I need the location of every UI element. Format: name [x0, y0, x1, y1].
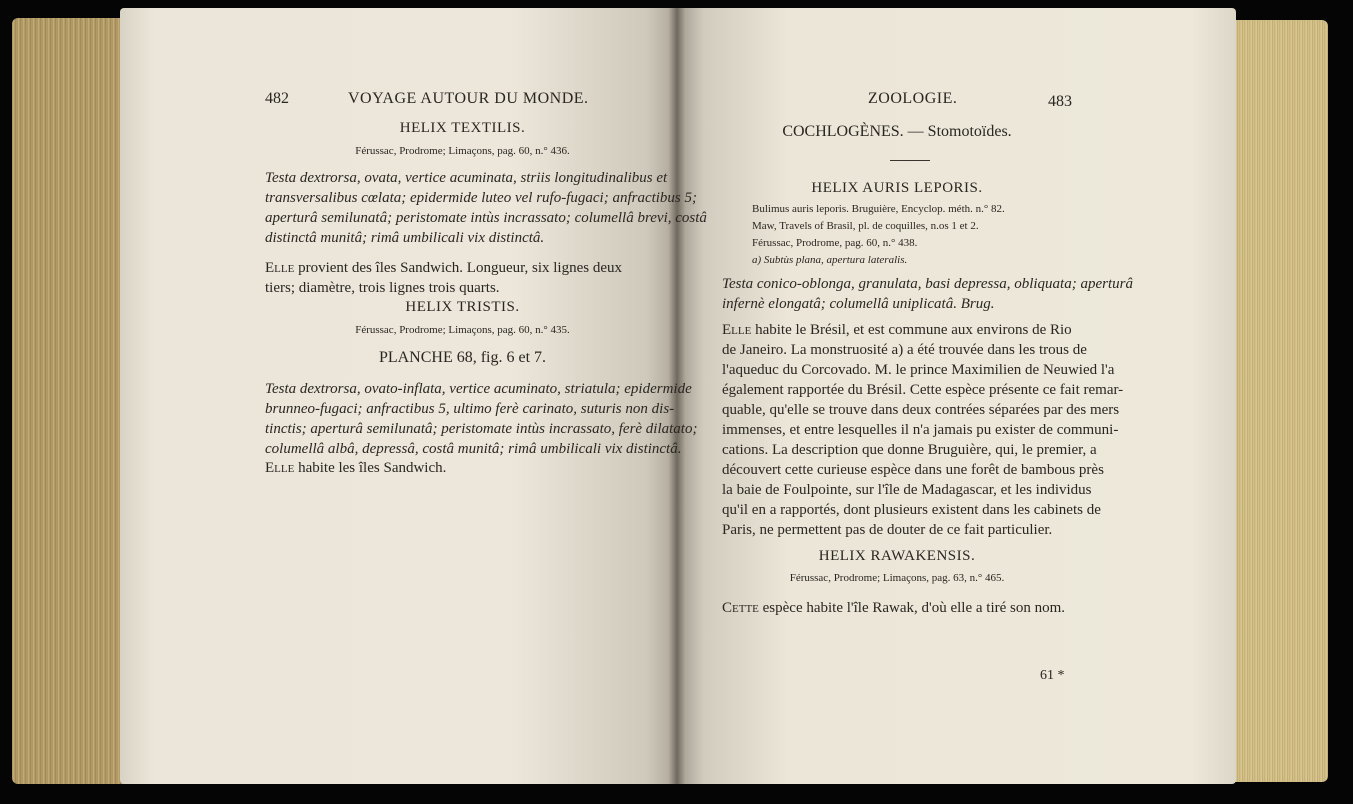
helix-textilis-french-lead: Elle [265, 260, 295, 276]
helix-textilis-title: HELIX TEXTILIS. [399, 120, 526, 136]
helix-auris-title: HELIX AURIS LEPORIS. [811, 180, 983, 196]
helix-tristis-french-text: habite les îles Sandwich. [294, 460, 447, 476]
helix-textilis-french-2: tiers; diamètre, trois lignes trois quarts. [265, 280, 500, 296]
helix-tristis-french [265, 460, 446, 477]
helix-auris-french-10: qu'il en a rapportés, dont plusieurs existent dans les cabinets de [722, 502, 1101, 518]
helix-auris-latin-2: infernè elongatâ; columellâ uniplicatâ. Brug. [722, 296, 995, 312]
helix-auris-latin-1: Testa conico-oblonga, granulata, basi depressa, obliquata; aperturâ [722, 276, 1133, 292]
helix-rawakensis-french-lead: Cette [722, 600, 759, 616]
page-number-right: 483 [1048, 93, 1072, 110]
section-heading: COCHLOGÈNES. — Stomotoïdes. [782, 123, 1012, 140]
helix-auris-ref-4: a) Subtùs plana, apertura lateralis. [752, 254, 908, 266]
helix-auris-ref-2: Maw, Travels of Brasil, pl. de coquilles, n.os 1 et 2. [752, 220, 979, 232]
helix-textilis-french-1 [265, 260, 622, 277]
helix-tristis-latin-4: columellâ albâ, depressâ, costâ munitâ; rimâ umbilicali vix distinctâ. [265, 441, 682, 457]
helix-tristis-latin-1: Testa dextrorsa, ovato-inflata, vertice acuminato, striatula; epidermide [265, 381, 692, 397]
helix-auris-french-5: quable, qu'elle se trouve dans deux contrées séparées par des mers [722, 402, 1120, 418]
helix-auris-ref-3: Férussac, Prodrome, pag. 60, n.° 438. [752, 237, 918, 249]
helix-auris-french-4: également rapportée du Brésil. Cette espèce présente ce fait remar- [722, 382, 1124, 398]
helix-tristis-french-lead: Elle [265, 460, 295, 476]
running-head-right: ZOOLOGIE. [868, 90, 958, 107]
section-divider [890, 160, 930, 161]
signature-mark: 61 * [1040, 668, 1065, 683]
helix-rawakensis-title: HELIX RAWAKENSIS. [818, 548, 976, 564]
helix-tristis-latin-2: brunneo-fugaci; anfractibus 5, ultimo ferè carinato, suturis non dis- [265, 401, 675, 417]
helix-tristis-ref: Férussac, Prodrome; Limaçons, pag. 60, n.° 435. [355, 324, 570, 336]
helix-textilis-latin-4: distinctâ munitâ; rimâ umbilicali vix distinctâ. [265, 230, 545, 246]
helix-auris-french-3: l'aqueduc du Corcovado. M. le prince Maximilien de Neuwied l'a [722, 362, 1115, 378]
helix-textilis-french-text-1: provient des îles Sandwich. Longueur, six lignes deux [294, 260, 623, 276]
helix-rawakensis-ref: Férussac, Prodrome; Limaçons, pag. 63, n.° 465. [789, 572, 1005, 584]
helix-auris-french-11: Paris, ne permettent pas de douter de ce fait particulier. [722, 522, 1053, 538]
helix-auris-french-lead: Elle [722, 322, 752, 338]
helix-auris-french-7: cations. La description que donne Bruguière, qui, le premier, a [722, 442, 1097, 458]
helix-auris-french-9: la baie de Foulpointe, sur l'île de Madagascar, et les individus [722, 482, 1092, 498]
helix-auris-french-1 [722, 322, 1072, 339]
helix-textilis-ref: Férussac, Prodrome; Limaçons, pag. 60, n.° 436. [355, 145, 570, 157]
page-number-left: 482 [265, 90, 289, 107]
plate-reference: PLANCHE 68, fig. 6 et 7. [378, 349, 547, 366]
helix-auris-french-text-1: habite le Brésil, et est commune aux environs de Rio [751, 322, 1072, 338]
helix-textilis-latin-2: transversalibus cœlata; epidermide luteo vel rufo-fugaci; anfractibus 5; [265, 190, 698, 206]
helix-textilis-latin-3: aperturâ semilunatâ; peristomate intùs incrassato; columellâ brevi, costâ [265, 210, 707, 226]
helix-textilis-latin-1: Testa dextrorsa, ovata, vertice acuminata, striis longitudinalibus et [265, 170, 668, 186]
helix-tristis-title: HELIX TRISTIS. [405, 299, 520, 315]
running-head-left: VOYAGE AUTOUR DU MONDE. [348, 90, 589, 107]
helix-rawakensis-french-text: espèce habite l'île Rawak, d'où elle a tiré son nom. [758, 600, 1066, 616]
helix-auris-french-8: découvert cette curieuse espèce dans une forêt de bambous près [722, 462, 1104, 478]
helix-rawakensis-french [722, 600, 1065, 617]
helix-auris-french-6: immenses, et entre lesquelles il n'a jamais pu exister de communi- [722, 422, 1119, 438]
right-page-edges [1228, 20, 1328, 782]
helix-auris-ref-1: Bulimus auris leporis. Bruguière, Encyclop. méth. n.° 82. [752, 203, 1005, 215]
helix-auris-french-2: de Janeiro. La monstruosité a) a été trouvée dans les trous de [722, 342, 1087, 358]
helix-tristis-latin-3: tinctis; aperturâ semilunatâ; peristomate intùs incrassato, ferè dilatato; [265, 421, 698, 437]
